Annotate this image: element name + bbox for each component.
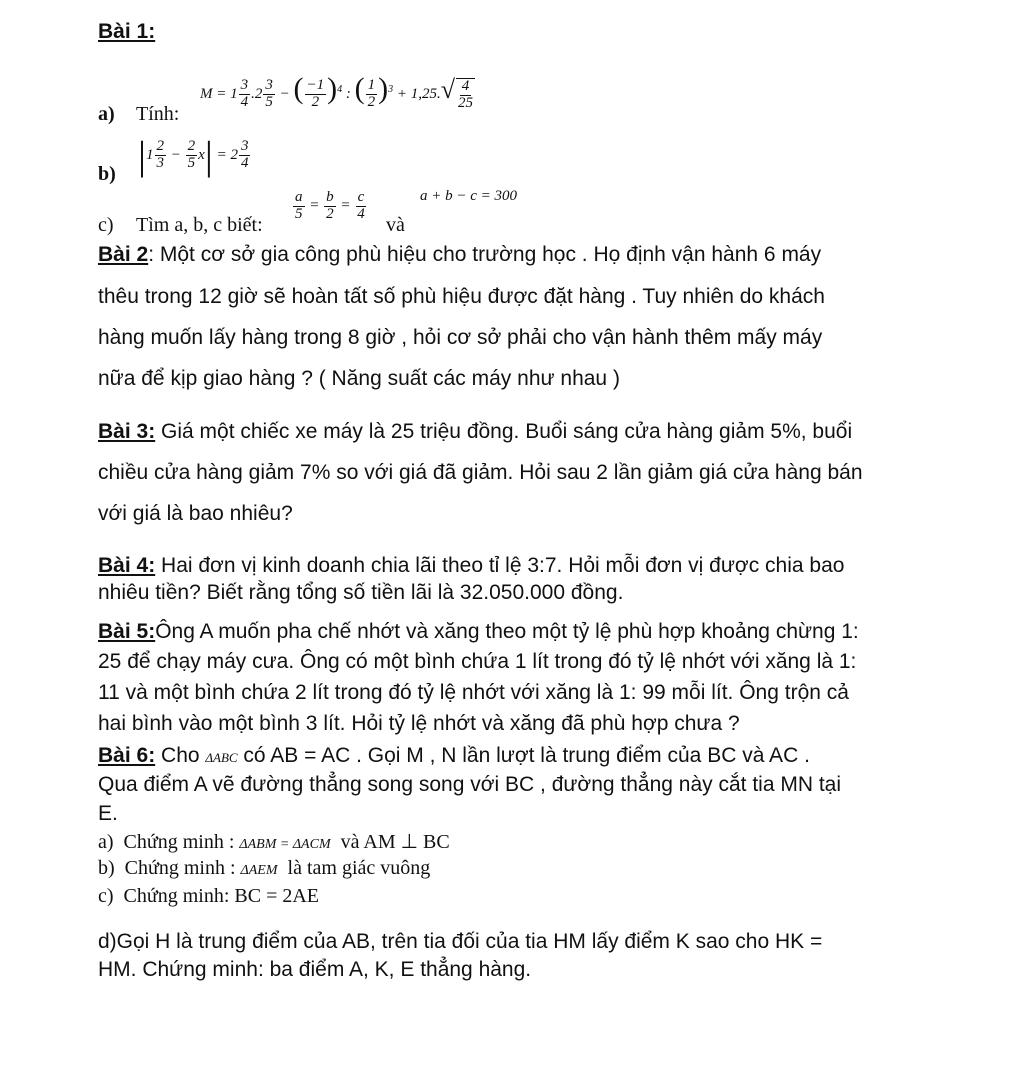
bai3-line2: chiều cửa hàng giảm 7% so với giá đã giảm. Hỏi sau 2 lần giảm giá cửa hàng bán bbox=[98, 461, 863, 484]
bai6-line3: E. bbox=[98, 802, 118, 825]
bai3-line3: với giá là bao nhiêu? bbox=[98, 502, 293, 525]
bai2-line1-text: : Một cơ sở gia công phù hiệu cho trường học . Họ định vận hành 6 máy bbox=[148, 243, 822, 266]
bai6-a-rest: và AM ⊥ BC bbox=[340, 831, 450, 853]
bai4-title: Bài 4: bbox=[98, 554, 156, 577]
bai5-title: Bài 5: bbox=[98, 620, 156, 643]
bai6-line1-post: có AB = AC . Gọi M , N lần lượt là trung điểm của BC và AC . bbox=[243, 744, 810, 767]
bai2-line3: hàng muốn lấy hàng trong 8 giờ , hỏi cơ sở phải cho vận hành thêm mấy máy bbox=[98, 326, 823, 349]
bai6-line1-pre: Cho bbox=[155, 744, 200, 767]
bai1-c-label: c) bbox=[98, 214, 114, 236]
bai2-line2: thêu trong 12 giờ sẽ hoàn tất số phù hiệu được đặt hàng . Tuy nhiên do khách bbox=[98, 285, 825, 308]
bai6-a-label: a) bbox=[98, 831, 114, 853]
bai2-line1 bbox=[98, 243, 821, 267]
bai6-c bbox=[98, 885, 319, 908]
bai6-b-label: b) bbox=[98, 857, 115, 879]
bai1-a-text: Tính: bbox=[136, 103, 180, 125]
bai6-a-text: Chứng minh : bbox=[123, 831, 235, 853]
bai6-a-expression: ΔABM = ΔACM bbox=[239, 837, 331, 852]
bai6-title: Bài 6: bbox=[98, 744, 156, 767]
bai1-c-ratio-expression: $\frac{a}{5}$ = $\frac{b}{2}$ = $\frac{c}{4}$ bbox=[295, 189, 365, 222]
bai1-c-text: Tìm a, b, c biết: bbox=[136, 214, 263, 236]
bai1-b-expression: |1 $\frac{2}{3}$ − $\frac{2}{5}$ x| = 2 $\frac{3}{4}$ bbox=[138, 133, 249, 178]
bai5-line2: 25 để chạy máy cưa. Ông có một bình chứa 1 lít trong đó tỷ lệ nhớt với xăng là 1: bbox=[98, 650, 857, 673]
bai1-title: Bài 1: bbox=[98, 20, 156, 43]
bai3-line1-text: Giá một chiếc xe máy là 25 triệu đồng. Buổi sáng cửa hàng giảm 5%, buổi bbox=[155, 420, 853, 443]
bai5-line1 bbox=[98, 620, 859, 644]
bai1-b-label: b) bbox=[98, 163, 116, 185]
bai6-b bbox=[98, 857, 430, 880]
bai2-line4: nữa để kịp giao hàng ? ( Năng suất các máy như nhau ) bbox=[98, 367, 620, 390]
bai4-line1-text: Hai đơn vị kinh doanh chia lãi theo tỉ lệ 3:7. Hỏi mỗi đơn vị được chia bao bbox=[155, 554, 845, 577]
triangle-abc-symbol: ΔABC bbox=[205, 750, 238, 765]
bai6-line2: Qua điểm A vẽ đường thẳng song song với BC , đường thẳng này cắt tia MN tại bbox=[98, 773, 842, 796]
bai6-c-text: Chứng minh: BC = 2AE bbox=[123, 885, 320, 907]
bai5-line3: 11 và một bình chứa 2 lít trong đó tỷ lệ nhớt với xăng là 1: 99 mỗi lít. Ông trộn cả bbox=[98, 681, 849, 704]
bai1-a-expression: M = 1 $\frac{3}{4}$ .2 $\frac{3}{5}$ − ( $\frac{-1}{2}$ )$^4$ : ( $\frac{1}{2}$ )$^3$ + 1,25.√ $\frac{4}{25}$ bbox=[200, 72, 474, 111]
bai1-c-and: và bbox=[386, 214, 405, 236]
bai6-c-label: c) bbox=[98, 885, 114, 907]
bai6-b-rest: là tam giác vuông bbox=[287, 857, 431, 879]
bai4-line1 bbox=[98, 554, 844, 578]
bai3-title: Bài 3: bbox=[98, 420, 156, 443]
bai1-c-sum-expression: a + b − c = 300 bbox=[420, 188, 518, 204]
bai6-a bbox=[98, 829, 450, 854]
bai2-title: Bài 2 bbox=[98, 243, 149, 266]
bai6-b-text: Chứng minh : bbox=[124, 857, 236, 879]
bai4-line2: nhiêu tiền? Biết rằng tổng số tiền lãi là 32.050.000 đồng. bbox=[98, 581, 624, 604]
bai6-line1 bbox=[98, 744, 810, 768]
bai3-line1 bbox=[98, 420, 852, 444]
bai6-d-line2: HM. Chứng minh: ba điểm A, K, E thẳng hàng. bbox=[98, 958, 532, 981]
bai6-d-line1: d)Gọi H là trung điểm của AB, trên tia đối của tia HM lấy điểm K sao cho HK = bbox=[98, 930, 823, 953]
bai5-line4: hai bình vào một bình 3 lít. Hỏi tỷ lệ nhớt và xăng đã phù hợp chưa ? bbox=[98, 712, 740, 735]
bai1-a-label: a) bbox=[98, 103, 115, 125]
bai6-b-expression: ΔAEM bbox=[240, 863, 278, 878]
bai5-line1-text: Ông A muốn pha chế nhớt và xăng theo một tỷ lệ phù hợp khoảng chừng 1: bbox=[155, 620, 859, 643]
